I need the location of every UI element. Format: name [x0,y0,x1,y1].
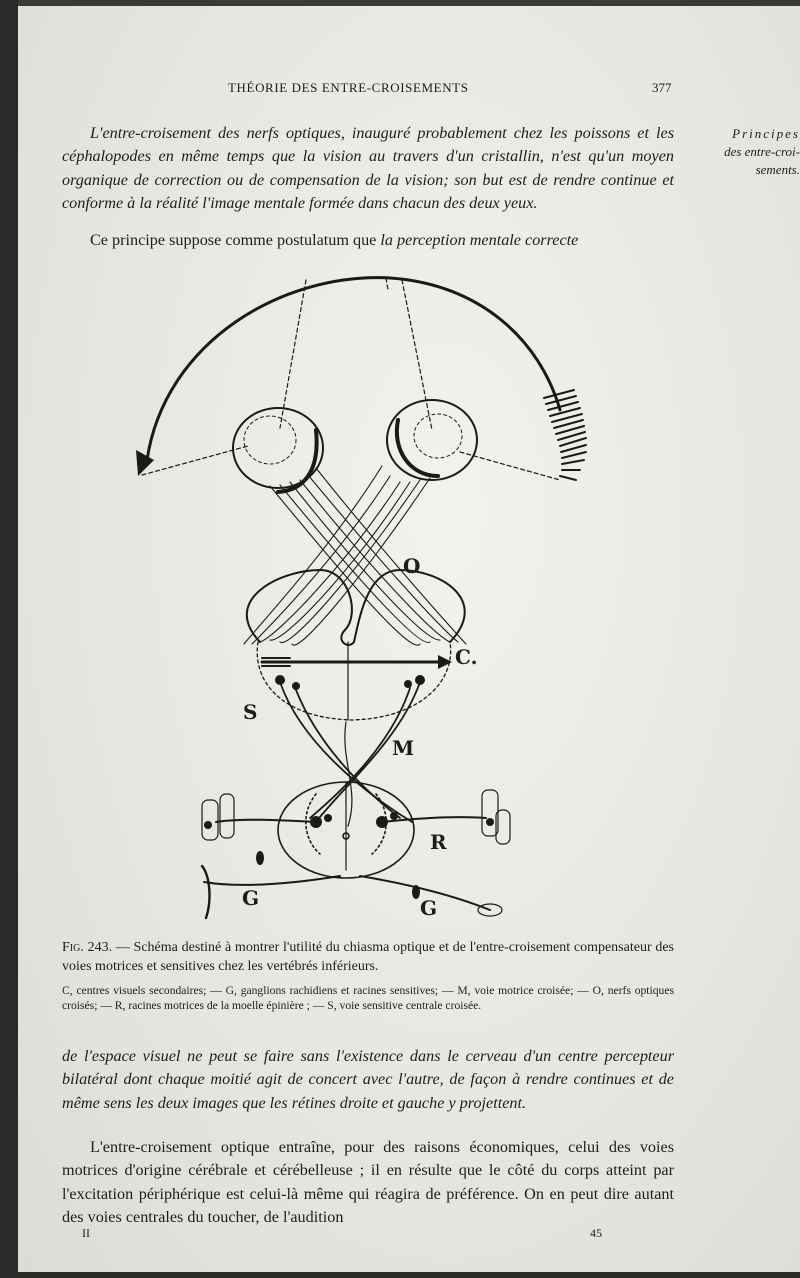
margin-note-line: Principes [732,126,800,141]
second-paragraph: L'entre-croisement optique entraîne, pour des raisons économiques, celui des voies motrices d'origine cérébrale et cérébelleuse ; il en résulte que le côté du corps atteint par l'excitation périphérique est celui-là même qui réagira de préférence. On en peut dire autant des voies centrales du toucher, de l'audition [62,1138,674,1226]
principle-sentence [62,229,674,252]
arc-feathers [544,390,586,480]
signature-mark: II [82,1226,90,1240]
label-G-right: G [420,896,438,920]
figure-caption-text: — Schéma destiné à montrer l'utilité du chiasma optique et de l'entre-croisement compensateur des voies motrices et sensitives chez les vertébrés inférieurs. [62,940,674,974]
running-head: THÉORIE DES ENTRE-CROISEMENTS [228,80,469,95]
visual-field-arc [147,278,560,460]
spinal-cord-section [278,782,414,878]
label-G-left: G [242,886,260,910]
label-O: O [403,554,421,578]
page-number: 377 [652,80,672,95]
margin-note [700,125,800,179]
margin-note-line: sements. [755,162,800,177]
label-M: M [392,736,415,760]
projection-lines [142,278,560,480]
figure-legend: C, centres visuels secondaires; — G, ganglions rachidiens et racines sensitives; — M, voie motrice croisée; — O, nerfs optiques croisés; — R, racines motrices de la moelle épinière ; — S, voie sensitive centrale croisée. [62,984,674,1012]
sheet-number: 45 [590,1226,602,1240]
margin-note-line: des entre-croi- [724,144,800,159]
left-eye [233,408,323,492]
figure-chiasma-diagram [120,270,600,935]
principle-italic-text: la perception mentale correcte [380,231,579,249]
figure-number: Fig. 243. [62,940,113,955]
label-C: C. [455,645,478,669]
label-S: S [243,700,258,724]
intro-paragraph: L'entre-croisement des nerfs optiques, inauguré probablement chez les poissons et les céphalopodes en même temps que la vision au travers d'un cristallin, n'est qu'un moyen organique de correction ou de compensation de la vision; son but est de rendre continue et conforme à la réalité l'image mentale formée dans chacun des deux yeux. [62,124,674,212]
principle-text: Ce principe suppose comme postulatum que [90,231,381,249]
chiasma-diagram [120,270,600,935]
figure-caption [62,938,674,976]
continuation-paragraph: de l'espace visuel ne peut se faire sans l'existence dans le cerveau d'un centre percepteur bilatéral dont chaque moitié agit de concert avec l'autre, de façon à rendre continues et de même sens les deux images que les rétines droite et gauche y projettent. [62,1047,674,1112]
label-R: R [430,830,447,854]
visual-field-arrow [262,655,452,669]
right-eye [387,400,477,480]
